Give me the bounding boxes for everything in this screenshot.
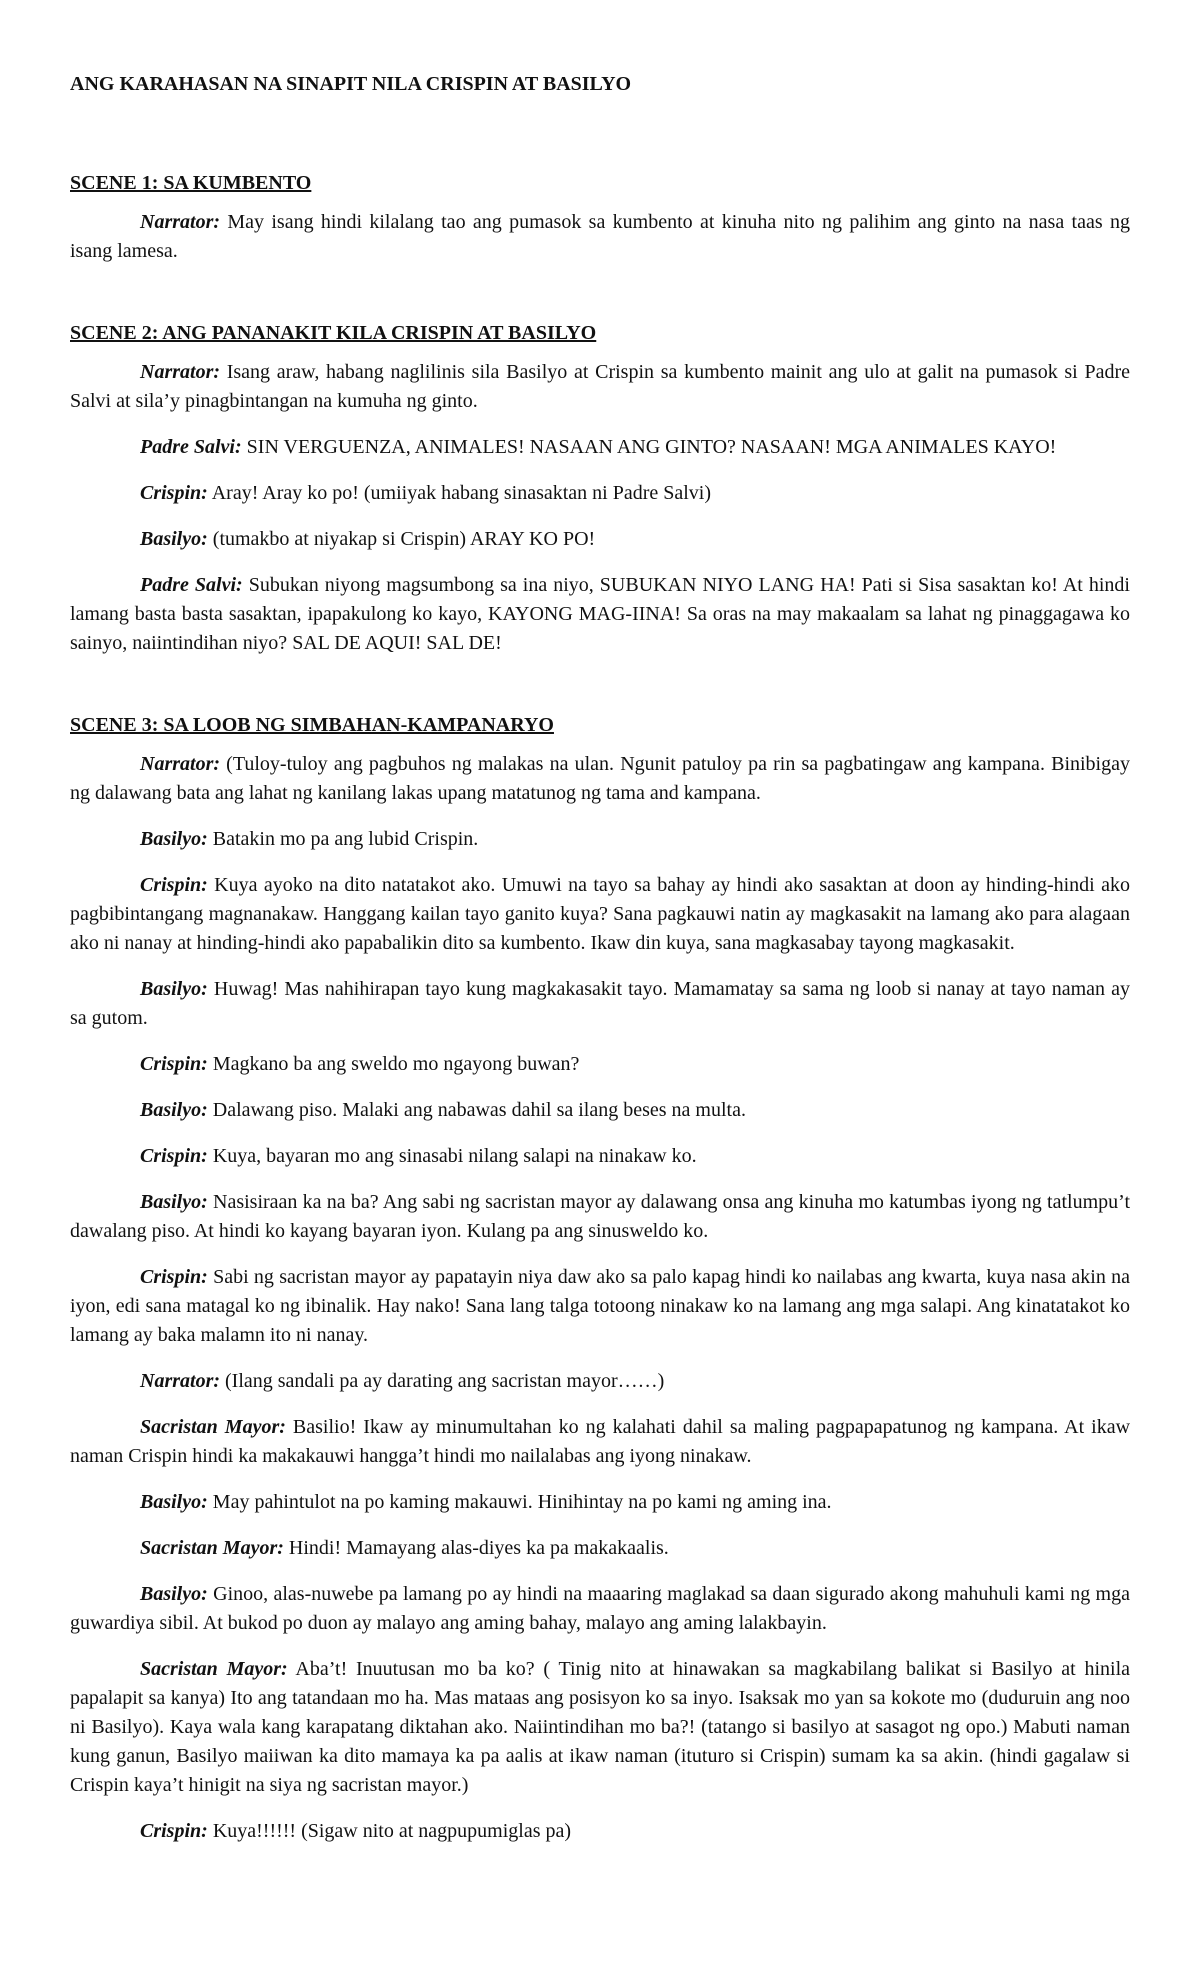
dialogue-line — [70, 750, 1130, 808]
dialogue-line — [70, 571, 1130, 658]
dialogue-text: Nasisiraan ka na ba? Ang sabi ng sacristan mayor ay dalawang onsa ang kinuha mo katumbas iyong ng tatlumpu’t dawalang piso. At hindi ko kayang bayaran iyon. Kulang pa ang sinusweldo ko. — [70, 1191, 1130, 1242]
speaker-name: Sacristan Mayor: — [140, 1416, 286, 1438]
speaker-name: Crispin: — [140, 874, 208, 896]
dialogue-line — [70, 1655, 1130, 1800]
dialogue-line — [70, 525, 1130, 554]
dialogue-text: Aray! Aray ko po! (umiiyak habang sinasaktan ni Padre Salvi) — [207, 482, 712, 504]
dialogue-line — [70, 871, 1130, 958]
dialogue-line — [70, 975, 1130, 1033]
speaker-name: Crispin: — [140, 1053, 208, 1075]
scene-section — [70, 319, 1130, 658]
scenes-container — [70, 169, 1130, 1846]
dialogue-text: Kuya, bayaran mo ang sinasabi nilang salapi na ninakaw ko. — [207, 1145, 697, 1167]
dialogue-line — [70, 1188, 1130, 1246]
speaker-name: Basilyo: — [140, 1491, 208, 1513]
dialogue-line — [70, 1488, 1130, 1517]
dialogue-text: Magkano ba ang sweldo mo ngayong buwan? — [207, 1053, 580, 1075]
dialogue-text: (Ilang sandali pa ay darating ang sacristan mayor……) — [220, 1370, 665, 1392]
dialogue-line — [70, 433, 1130, 462]
speaker-name: Narrator: — [140, 1370, 221, 1392]
dialogue-line — [70, 358, 1130, 416]
dialogue-line — [70, 1367, 1130, 1396]
dialogue-line — [70, 1142, 1130, 1171]
speaker-name: Basilyo: — [140, 528, 208, 550]
speaker-name: Basilyo: — [140, 1099, 208, 1121]
dialogue-line — [70, 825, 1130, 854]
speaker-name: Narrator: — [140, 211, 221, 233]
speaker-name: Basilyo: — [140, 978, 208, 1000]
dialogue-text: (tumakbo at niyakap si Crispin) ARAY KO PO! — [207, 528, 596, 550]
speaker-name: Padre Salvi: — [140, 436, 242, 458]
dialogue-text: Kuya!!!!!! (Sigaw nito at nagpupumiglas pa) — [207, 1820, 572, 1842]
speaker-name: Crispin: — [140, 1145, 208, 1167]
dialogue-line — [70, 479, 1130, 508]
dialogue-text: May pahintulot na po kaming makauwi. Hinihintay na po kami ng aming ina. — [207, 1491, 832, 1513]
dialogue-text: Dalawang piso. Malaki ang nabawas dahil sa ilang beses na multa. — [207, 1099, 746, 1121]
dialogue-text: Ginoo, alas-nuwebe pa lamang po ay hindi na maaaring maglakad sa daan sigurado akong mahuhuli kami ng mga guwardiya sibil. At bukod po duon ay malayo ang aming bahay, malayo ang aming lalakbayin. — [70, 1583, 1130, 1634]
speaker-name: Padre Salvi: — [140, 574, 243, 596]
dialogue-text: Isang araw, habang naglilinis sila Basilyo at Crispin sa kumbento mainit ang ulo at galit na pumasok si Padre Salvi at sila’y pinagbintangan na kumuha ng ginto. — [70, 361, 1130, 412]
scene-heading: SCENE 3: SA LOOB NG SIMBAHAN-KAMPANARYO — [70, 714, 554, 736]
dialogue-line — [70, 1263, 1130, 1350]
dialogue-text: Batakin mo pa ang lubid Crispin. — [207, 828, 479, 850]
dialogue-text: Aba’t! Inuutusan mo ba ko? ( Tinig nito at hinawakan sa magkabilang balikat si Basilyo at hinila papalapit sa kanya) Ito ang tatandaan mo ha. Mas mataas ang posisyon ko sa inyo. Isaksak mo yan sa kokote mo (duduruin ang noo ni Basilyo). Kaya wala kang karapatang diktahan ako. Naiintindihan mo ba?! (tatango si basilyo at sasagot ng opo.) Mabuti naman kung ganun, Basilyo maiiwan ka dito mamaya ka pa aalis at ikaw naman (ituturo si Crispin) sumam ka sa akin. (hindi gagalaw si Crispin kaya’t hinigit na siya ng sacristan mayor.) — [70, 1658, 1131, 1796]
dialogue-line — [70, 1580, 1130, 1638]
speaker-name: Sacristan Mayor: — [140, 1537, 284, 1559]
speaker-name: Crispin: — [140, 482, 208, 504]
dialogue-text: Sabi ng sacristan mayor ay papatayin niya daw ako sa palo kapag hindi ko nailabas ang kwarta, kuya nasa akin na iyon, edi sana matagal ko ng ibinalik. Hay nako! Sana lang talga totoong ninakaw ko na lamang ang mga salapi. Ang kinatatakot ko lamang ay baka malamn ito ni nanay. — [70, 1266, 1130, 1346]
dialogue-text: SIN VERGUENZA, ANIMALES! NASAAN ANG GINTO? NASAAN! MGA ANIMALES KAYO! — [241, 436, 1057, 458]
speaker-name: Basilyo: — [140, 1191, 208, 1213]
scene-section — [70, 169, 1130, 266]
document-title: ANG KARAHASAN NA SINAPIT NILA CRISPIN AT BASILYO — [70, 73, 632, 95]
dialogue-text: (Tuloy-tuloy ang pagbuhos ng malakas na ulan. Ngunit patuloy pa rin sa pagbatingaw ang kampana. Binibigay ng dalawang bata ang lahat ng kanilang lakas upang matatunog ng tama and kampana. — [70, 753, 1130, 804]
dialogue-line — [70, 1534, 1130, 1563]
dialogue-line — [70, 1817, 1130, 1846]
scene-heading: SCENE 1: SA KUMBENTO — [70, 172, 312, 194]
dialogue-line — [70, 1096, 1130, 1125]
scene-section — [70, 711, 1130, 1846]
dialogue-text: May isang hindi kilalang tao ang pumasok sa kumbento at kinuha nito ng palihim ang ginto na nasa taas ng isang lamesa. — [70, 211, 1130, 262]
dialogue-text: Kuya ayoko na dito natatakot ako. Umuwi na tayo sa bahay ay hindi ako sasaktan at doon ay hinding-hindi ako pagbibintangang magnanakaw. Hanggang kailan tayo ganito kuya? Sana pagkauwi natin ay magkasakit na lamang ako para alagaan ako ni nanay at hinding-hindi ako papabalikin dito sa kumbento. Ikaw din kuya, sana magkasabay tayong magkasakit. — [70, 874, 1130, 954]
dialogue-text: Hindi! Mamayang alas-diyes ka pa makakaalis. — [283, 1537, 669, 1559]
dialogue-line — [70, 1413, 1130, 1471]
speaker-name: Basilyo: — [140, 1583, 208, 1605]
speaker-name: Narrator: — [140, 753, 221, 775]
dialogue-line — [70, 1050, 1130, 1079]
speaker-name: Crispin: — [140, 1266, 208, 1288]
speaker-name: Basilyo: — [140, 828, 208, 850]
speaker-name: Sacristan Mayor: — [140, 1658, 288, 1680]
scene-heading: SCENE 2: ANG PANANAKIT KILA CRISPIN AT BASILYO — [70, 322, 597, 344]
dialogue-text: Basilio! Ikaw ay minumultahan ko ng kalahati dahil sa maling pagpapapatunog ng kampana. At ikaw naman Crispin hindi ka makakauwi hangga’t hindi mo nailalabas ang iyong ninakaw. — [70, 1416, 1131, 1467]
speaker-name: Crispin: — [140, 1820, 208, 1842]
dialogue-text: Huwag! Mas nahihirapan tayo kung magkakasakit tayo. Mamamatay sa sama ng loob si nanay at tayo naman ay sa gutom. — [70, 978, 1130, 1029]
dialogue-text: Subukan niyong magsumbong sa ina niyo, SUBUKAN NIYO LANG HA! Pati si Sisa sasaktan ko! At hindi lamang basta basta sasaktan, ipapakulong ko kayo, KAYONG MAG-IINA! Sa oras na may makaalam sa lahat ng pinaggagawa ko sainyo, naiintindihan niyo? SAL DE AQUI! SAL DE! — [70, 574, 1130, 654]
speaker-name: Narrator: — [140, 361, 221, 383]
dialogue-line — [70, 208, 1130, 266]
